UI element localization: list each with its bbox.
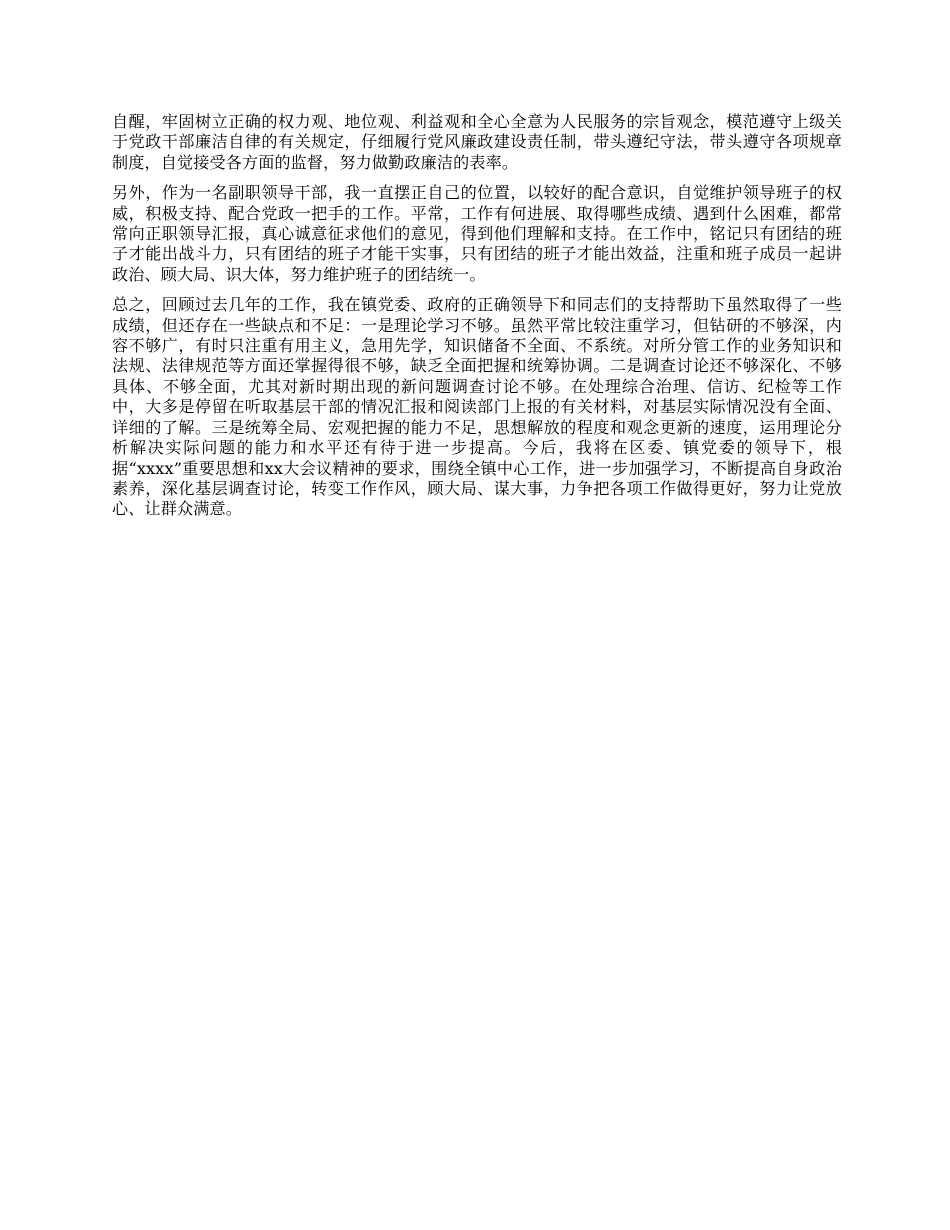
paragraph-self-discipline: 自醒，牢固树立正确的权力观、地位观、利益观和全心全意为人民服务的宗旨观念，模范遵守上级关于党政干部廉洁自律的有关规定，仔细履行党风廉政建设责任制，带头遵纪守法，带头遵守各项规章制度，自觉接受各方面的监督，努力做勤政廉洁的表率。	[112, 112, 842, 172]
paragraph-teamwork: 另外，作为一名副职领导干部，我一直摆正自己的位置，以较好的配合意识，自觉维护领导班子的权威，积极支持、配合党政一把手的工作。平常，工作有何进展、取得哪些成绩、遇到什么困难，都常常向正职领导汇报，真心诚意征求他们的意见，得到他们理解和支持。在工作中，铭记只有团结的班子才能出战斗力，只有团结的班子才能干实事，只有团结的班子才能出效益，注重和班子成员一起讲政治、顾大局、识大体，努力维护班子的团结统一。	[112, 183, 842, 284]
document-body	[112, 112, 842, 530]
paragraph-summary: 总之，回顾过去几年的工作，我在镇党委、政府的正确领导下和同志们的支持帮助下虽然取得了一些成绩，但还存在一些缺点和不足：一是理论学习不够。虽然平常比较注重学习，但钻研的不够深，内容不够广，有时只注重有用主义，急用先学，知识储备不全面、不系统。对所分管工作的业务知识和法规、法律规范等方面还掌握得很不够，缺乏全面把握和统筹协调。二是调查讨论还不够深化、不够具体、不够全面，尤其对新时期出现的新问题调查讨论不够。在处理综合治理、信访、纪检等工作中，大多是停留在听取基层干部的情况汇报和阅读部门上报的有关材料，对基层实际情况没有全面、详细的了解。三是统筹全局、宏观把握的能力不足，思想解放的程度和观念更新的速度，运用理论分析解决实际问题的能力和水平还有待于进一步提高。今后，我将在区委、镇党委的领导下，根据“xxxx”重要思想和xx大会议精神的要求，围绕全镇中心工作，进一步加强学习，不断提高自身政治素养，深化基层调查讨论，转变工作作风，顾大局、谋大事，力争把各项工作做得更好，努力让党放心、让群众满意。	[112, 295, 842, 519]
